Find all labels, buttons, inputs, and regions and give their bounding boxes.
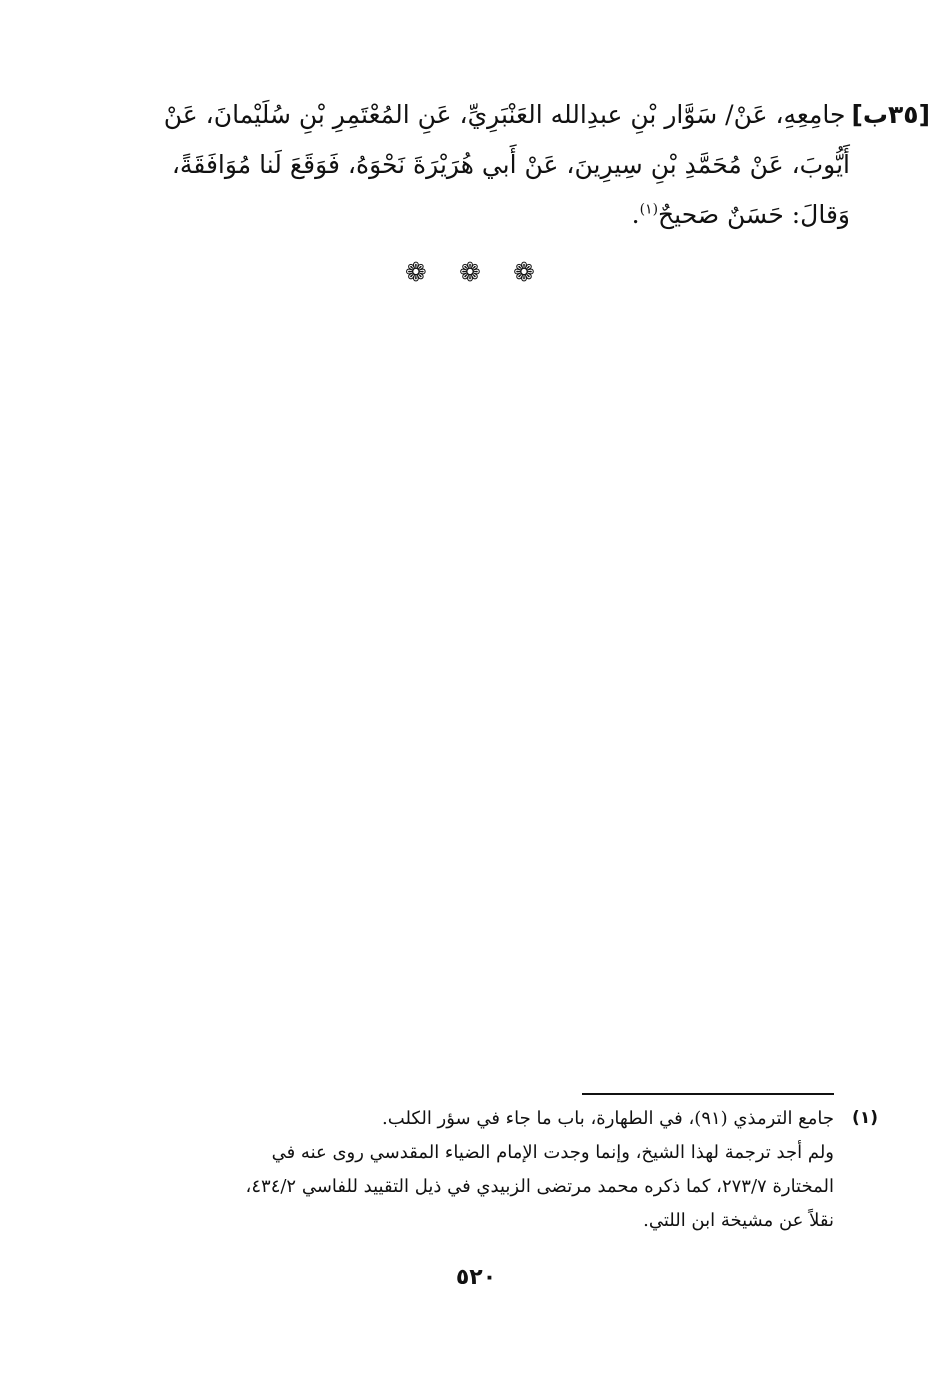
page-number: ٥٢٠ (455, 1265, 497, 1290)
main-text-block (110, 100, 930, 250)
main-text-line-3: وَقالَ: حَسَنٌ صَحيحٌ (658, 200, 850, 229)
footnote-line-2: ولم أجد ترجمة لهذا الشيخ، وإنما وجدت الإمام الضياء المقدسي روى عنه في (271, 1142, 834, 1163)
footnote-line (114, 1176, 834, 1210)
main-text-line-2: أَيُّوبَ، عَنْ مُحَمَّدِ بْنِ سِيرِينَ، عَنْ أَبي هُرَيْرَةَ نَحْوَهُ، فَوَقَعَ لَنا مُوَافَقَةً، (171, 150, 850, 179)
main-text-line (110, 100, 930, 150)
footnote-line (114, 1210, 834, 1244)
footnote-line-4: نقلاً عن مشيخة ابن اللتي. (643, 1210, 834, 1231)
footnote-line-1: جامع الترمذي (٩١)، في الطهارة، باب ما جاء في سؤر الكلب. (382, 1108, 834, 1129)
final-punctuation: . (631, 200, 640, 229)
folio-marker: [٣٥ب] (851, 100, 930, 129)
footnote-line-3: المختارة ٢٧٣/٧، كما ذكره محمد مرتضى الزبيدي في ذيل التقييد للفاسي ٤٣٤/٢، (245, 1176, 834, 1197)
footnote-number: (١) (852, 1108, 878, 1128)
footnote-reference[interactable]: (١) (639, 201, 659, 218)
footnote-line (114, 1108, 878, 1142)
footnotes-block (114, 1108, 878, 1244)
main-text-line-1: جامِعِهِ، عَنْ/ سَوَّار بْنِ عبدِالله العَنْبَرِيِّ، عَنِ المُعْتَمِرِ بْنِ سُلَيْمانَ، عَنْ (163, 100, 846, 129)
footnote-divider (582, 1093, 834, 1095)
section-ornament: ❁ ❁ ❁ (405, 258, 547, 288)
main-text-line (110, 200, 930, 250)
footnote-line (114, 1142, 834, 1176)
main-text-line (110, 150, 930, 200)
